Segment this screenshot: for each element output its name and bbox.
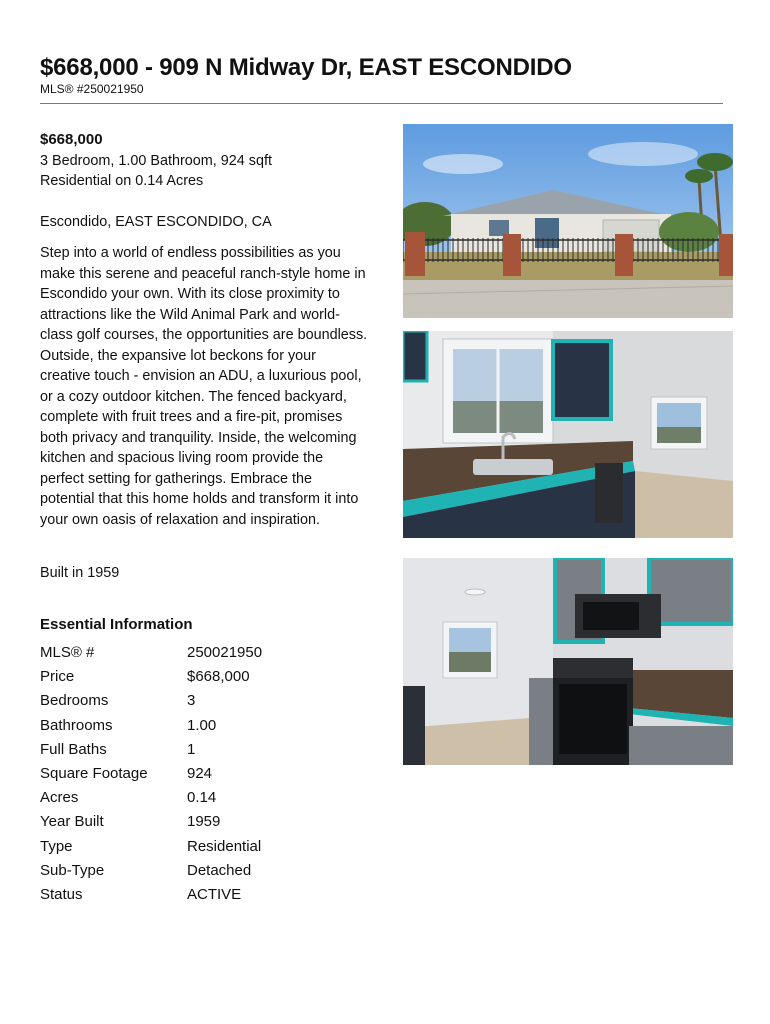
essential-info-title: Essential Information [40,615,193,633]
essential-value: ACTIVE [187,885,242,903]
essential-value: 1959 [187,813,221,831]
essential-row [40,667,262,691]
essential-row [40,643,262,667]
beds-baths-sqft: 3 Bedroom, 1.00 Bathroom, 924 sqft [40,152,272,169]
essential-label: Price [40,668,75,686]
essential-value: $668,000 [187,668,250,686]
essential-row [40,812,262,836]
kitchen-stove-image [403,558,733,765]
essential-label: Year Built [40,813,104,831]
essential-value: 250021950 [187,644,263,661]
essential-value: 924 [187,764,213,782]
essential-row [40,837,262,861]
essential-row [40,764,262,788]
essential-value: 3 [187,692,196,710]
header-divider [40,103,723,104]
listing-price: $668,000 [40,131,103,148]
essential-value: 0.14 [187,789,217,807]
essential-info-table [40,643,262,909]
essential-value: Residential [187,837,262,855]
photo-kitchen-sink[interactable] [403,331,733,538]
essential-row [40,861,262,885]
essential-label: MLS® # [40,644,95,661]
photo-exterior[interactable] [403,124,733,318]
essential-row [40,788,262,812]
essential-label: Bedrooms [40,692,109,710]
essential-label: Full Baths [40,740,107,758]
essential-label: Acres [40,789,79,807]
exterior-image [403,124,733,318]
kitchen-sink-image [403,331,733,538]
built-year: Built in 1959 [40,565,120,581]
essential-label: Status [40,885,83,903]
essential-value: 1 [187,740,196,758]
essential-label: Square Footage [40,764,148,782]
description: Step into a world of endless possibilities as you make this serene and peaceful ranch-style home in Escondido your own. With its close proximity to attractions like the Wild Animal Park and world-class golf courses, the opportunities are boundless. Outside, the expansive lot beckons for your creative touch - envision an ADU, a luxurious pool, or a cozy outdoor kitchen. The fenced backyard, complete with fruit trees and a fire-pit, promises both privacy and tranquility. Inside, the welcoming kitchen and spacious living room provide the perfect setting for gatherings. Embrace the potential that this home holds and transform it into your own oasis of relaxation and inspiration. [40,245,368,528]
essential-row [40,716,262,740]
page-title: $668,000 - 909 N Midway Dr, EAST ESCONDIDO [40,54,572,81]
location: Escondido, EAST ESCONDIDO, CA [40,213,272,230]
essential-value: 1.00 [187,716,217,734]
essential-row [40,740,262,764]
essential-row [40,691,262,715]
listing-details [40,130,370,909]
essential-label: Sub-Type [40,861,105,879]
essential-label: Bathrooms [40,716,113,734]
essential-value: Detached [187,861,252,879]
essential-label: Type [40,837,73,855]
photo-kitchen-stove[interactable] [403,558,733,765]
essential-row [40,885,262,909]
property-type-acres: Residential on 0.14 Acres [40,173,204,189]
mls-number: MLS® #250021950 [40,82,144,96]
